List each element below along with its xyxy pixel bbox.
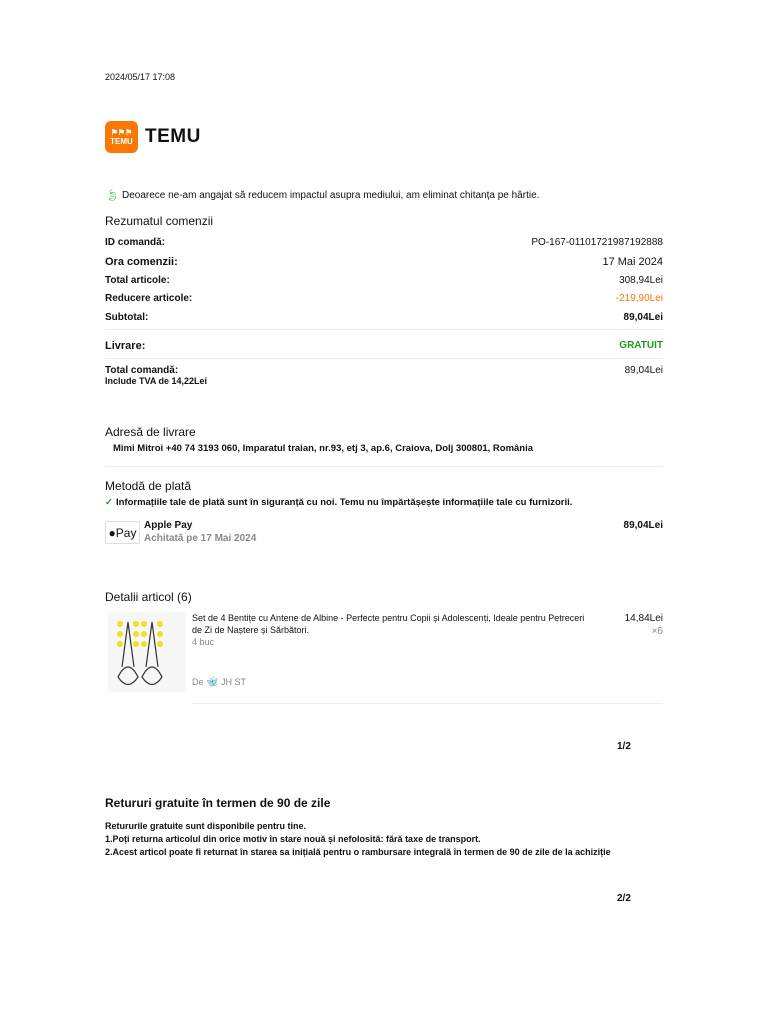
divider (192, 703, 663, 704)
returns-text: Retururile gratuite sunt disponibile pentru tine. 1.Poți returna articolul din orice motiv în stare nouă și nefolosită: fără taxe de transport. 2.Acest articol poate fi returnat în starea sa inițială pentru o rambursare integrală în termen de 90 de zile de la achiziție (105, 821, 611, 857)
leaf-icon: 🍃︎ (105, 190, 119, 202)
page-number-1: 1/2 (617, 741, 631, 752)
apple-pay-badge: ● Pay (105, 521, 140, 544)
summary-row-order-time: Ora comenzii: 17 Mai 2024 (105, 256, 663, 268)
summary-title: Rezumatul comenzii (105, 214, 214, 228)
summary-row-order-id: ID comandă: PO-167-01101721987192888 (105, 237, 663, 248)
summary-row-discount: Reducere articole: -219,90Lei (105, 293, 663, 304)
payment-date: Achitată pe 17 Mai 2024 (144, 533, 257, 544)
payment-method: Apple Pay (144, 520, 193, 531)
product-count: ×6 (651, 626, 663, 637)
divider (105, 358, 663, 359)
summary-row-delivery: Livrare: GRATUIT (105, 340, 663, 352)
product-name[interactable]: Set de 4 Bentițe cu Antene de Albine - Perfecte pentru Copii și Adolescenți, Ideale pentru Petreceri de Zi de Naștere și Sărbători. (192, 613, 585, 635)
payment-security-note: ✓ Informațiile tale de plată sunt în siguranță cu noi. Temu nu împărtășește informațiile tale cu furnizorii. (105, 497, 573, 508)
timestamp: 2024/05/17 17:08 (105, 72, 176, 82)
divider (105, 466, 663, 467)
items-title: Detalii articol (6) (105, 590, 192, 604)
product-image[interactable] (108, 612, 186, 692)
butterfly-icon: 🦋︎ (206, 677, 218, 687)
shield-check-icon: ✓ (105, 497, 113, 508)
eco-notice: 🍃︎ Deoarece ne-am angajat să reducem impactul asupra mediului, am eliminat chitanța pe hârtie. (105, 190, 540, 202)
summary-row-subtotal: Subtotal: 89,04Lei (105, 312, 663, 323)
apple-icon: ● (108, 525, 116, 540)
address-text: Mimi Mitroi +40 74 3193 060, Imparatul traian, nr.93, etj 3, ap.6, Craiova, Dolj 300801, România (113, 443, 534, 454)
summary-row-total: Total comandă: Include TVA de 14,22Lei 89,04Lei (105, 365, 663, 386)
product-price: 14,84Lei (624, 613, 663, 624)
product-seller[interactable]: De 🦋︎ JH ST (192, 677, 246, 687)
payment-title: Metodă de plată (105, 479, 192, 493)
address-title: Adresă de livrare (105, 425, 196, 439)
payment-amount: 89,04Lei (623, 520, 663, 531)
brand-name: TEMU (145, 126, 201, 147)
temu-logo: ⚑⚑⚑ TEMU (105, 121, 138, 153)
divider (105, 329, 663, 330)
summary-row-total-items: Total articole: 308,94Lei (105, 275, 663, 286)
page-number-2: 2/2 (617, 893, 631, 904)
returns-title: Retururi gratuite în termen de 90 de zile (105, 796, 331, 810)
product-quantity-note: 4 buc (192, 637, 215, 647)
